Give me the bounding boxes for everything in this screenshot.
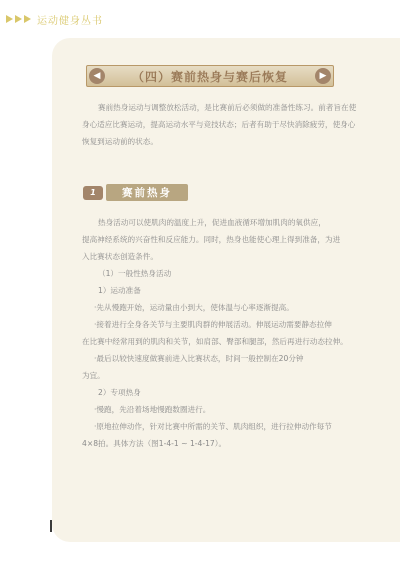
intro-line: 赛前热身运动与调整放松活动，是比赛前后必须做的准备性练习。前者旨在使: [98, 103, 357, 112]
body-line: ·接着进行全身各关节与主要肌肉群的伸展活动。伸展运动需要静态拉伸: [94, 320, 332, 329]
intro-line: 身心适应比赛运动，提高运动水平与竞技状态；后者有助于尽快消除疲劳，使身心: [82, 120, 356, 129]
chapter-title: （四）赛前热身与赛后恢复: [131, 69, 288, 84]
body-line: 4×8拍。具体方法（图1-4-1 ~ 1-4-17）。: [82, 439, 227, 448]
body-line: 热身活动可以使肌肉的温度上升，促进血液循环增加肌肉的氧供应，: [98, 218, 326, 227]
section-number-badge: 1: [83, 186, 103, 200]
body-line: 1）运动准备: [98, 286, 141, 295]
body-text: [82, 214, 358, 452]
triangle-icon: [24, 15, 31, 23]
triangle-icon: [6, 15, 13, 23]
intro-paragraph: [82, 99, 358, 150]
right-arrow-icon: ▶: [315, 68, 331, 84]
section-title-bar: [106, 184, 188, 201]
body-line: 2）专项热身: [98, 388, 141, 397]
chapter-title-bar: [86, 65, 334, 87]
body-line: ·先从慢跑开始，运动量由小到大，使体温与心率逐渐提高。: [94, 303, 294, 312]
book-header: [6, 12, 103, 26]
body-line: ·最后以较快速度做赛前进入比赛状态，时间一般控制在20分钟: [94, 354, 304, 363]
body-line: ·原地拉伸动作，针对比赛中所需的关节、肌肉组织，进行拉伸动作每节: [94, 422, 332, 431]
body-line: 在比赛中经常用到的肌肉和关节，如肩部、臀部和腿部，然后再进行动态拉伸。: [82, 337, 348, 346]
body-line: ·慢跑，先沿着场地慢跑数圈进行。: [94, 405, 211, 414]
triangle-icon: [15, 15, 22, 23]
body-line: （1）一般性热身活动: [98, 269, 172, 278]
body-line: 提高神经系统的兴奋性和反应能力。同时，热身也能使心理上得到准备，为进: [82, 235, 341, 244]
intro-line: 恢复到运动前的状态。: [82, 137, 158, 146]
page-marker: [50, 520, 52, 532]
series-title: 运动健身丛书: [37, 15, 103, 27]
left-arrow-icon: ◀: [89, 68, 105, 84]
body-line: 入比赛状态创造条件。: [82, 252, 158, 261]
body-line: 为宜。: [82, 371, 105, 380]
section-title: 赛前热身: [122, 187, 172, 199]
